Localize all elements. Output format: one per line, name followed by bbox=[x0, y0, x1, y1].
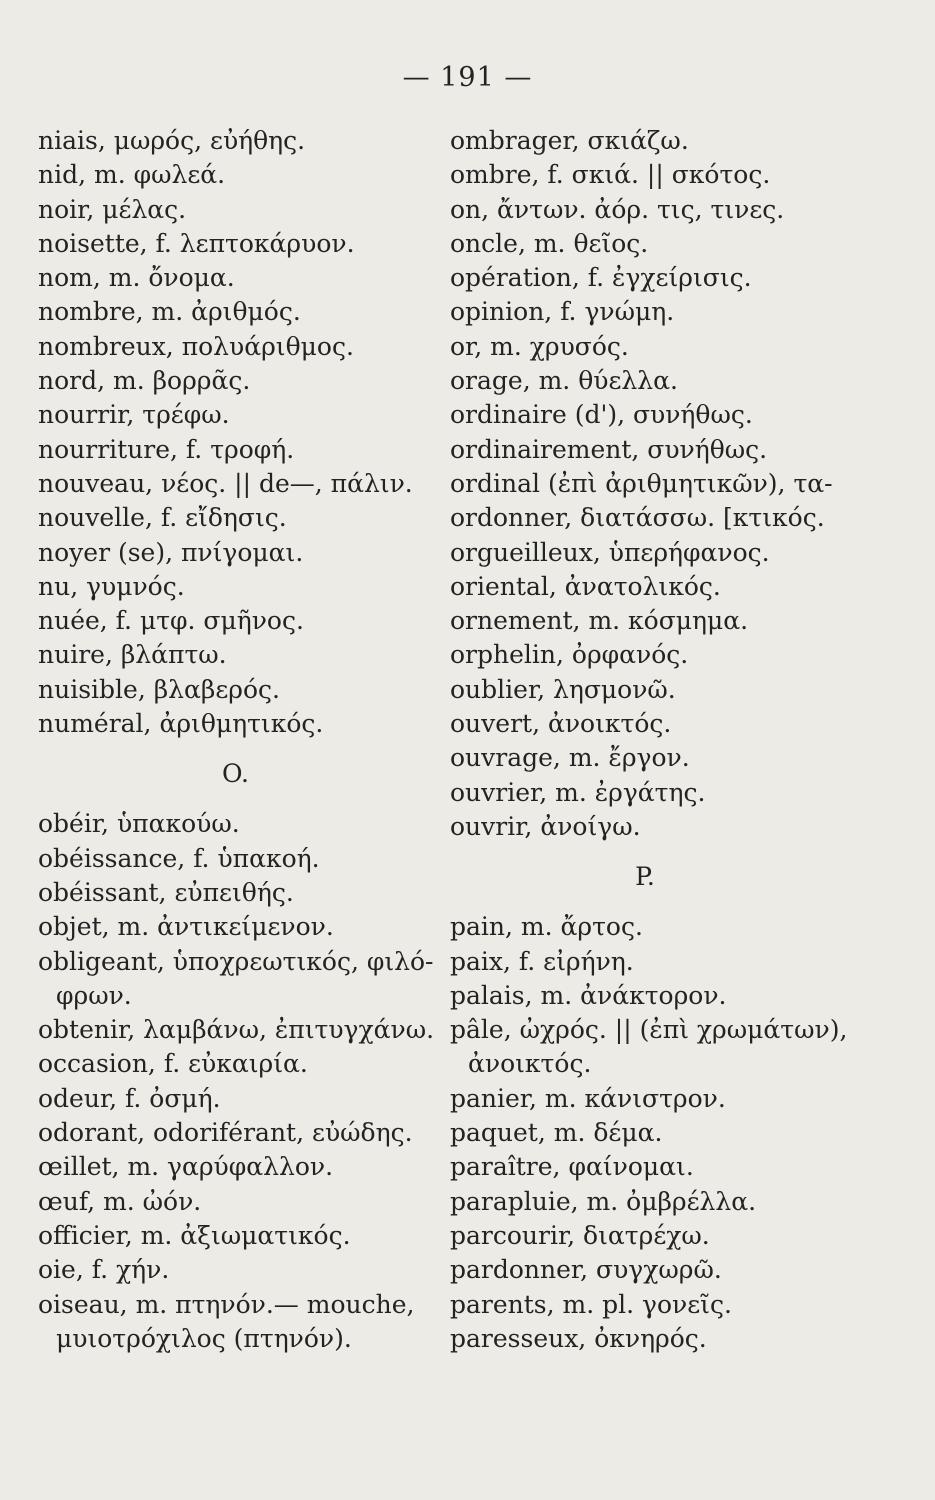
dictionary-entry: ouvrier, m. ἐργάτης. bbox=[450, 777, 706, 807]
dictionary-entry: ouvert, ἀνοικτός. bbox=[450, 709, 672, 739]
dictionary-entry: nom, m. ὄνομα. bbox=[38, 263, 235, 293]
dictionary-entry: oriental, ἀνατολικός. bbox=[450, 571, 721, 601]
section-heading: O. bbox=[222, 759, 249, 789]
dictionary-entry: odorant, odoriférant, εὐώδης. bbox=[38, 1118, 413, 1148]
page-number: — 191 — bbox=[402, 62, 533, 93]
dictionary-entry: œillet, m. γαρύφαλλον. bbox=[38, 1152, 334, 1182]
dictionary-entry: palais, m. ἀνάκτορον. bbox=[450, 980, 727, 1010]
dictionary-entry: ordinairement, συνήθως. bbox=[450, 434, 768, 464]
dictionary-entry: ordonner, διατάσσω. [κτικός. bbox=[450, 503, 825, 533]
dictionary-entry: panier, m. κάνιστρον. bbox=[450, 1083, 726, 1113]
dictionary-entry: nu, γυμνός. bbox=[38, 571, 185, 601]
dictionary-entry: nouveau, νέος. || de—, πάλιν. bbox=[38, 468, 413, 498]
dictionary-entry: ouvrir, ἀνοίγω. bbox=[450, 811, 641, 841]
dictionary-entry: or, m. χρυσός. bbox=[450, 331, 629, 361]
dictionary-entry: paraître, φαίνομαι. bbox=[450, 1152, 694, 1182]
dictionary-entry: nid, m. φωλεά. bbox=[38, 160, 226, 190]
dictionary-entry: nombre, m. ἀριθμός. bbox=[38, 297, 301, 327]
dictionary-entry: on, ἄντων. ἀόρ. τις, τινες. bbox=[450, 194, 785, 224]
dictionary-entry: parcourir, διατρέχω. bbox=[450, 1220, 710, 1250]
dictionary-entry: ombre, f. σκιά. || σκότος. bbox=[450, 160, 771, 190]
dictionary-entry: obtenir, λαμβάνω, ἐπιτυγχάνω. bbox=[38, 1015, 435, 1045]
dictionary-entry: nouvelle, f. εἴδησις. bbox=[38, 503, 287, 533]
dictionary-entry: paresseux, ὀκνηρός. bbox=[450, 1323, 707, 1353]
dictionary-entry: orage, m. θύελλα. bbox=[450, 366, 678, 396]
dictionary-entry: opinion, f. γνώμη. bbox=[450, 297, 675, 327]
entry-continuation: ἀνοικτός. bbox=[468, 1049, 592, 1079]
dictionary-entry: officier, m. ἀξιωματικός. bbox=[38, 1220, 351, 1250]
dictionary-entry: ornement, m. κόσμημα. bbox=[450, 606, 749, 636]
dictionary-entry: odeur, f. ὀσμή. bbox=[38, 1083, 221, 1113]
dictionary-entry: ombrager, σκιάζω. bbox=[450, 126, 689, 155]
dictionary-entry: obéissance, f. ὑπακοή. bbox=[38, 843, 320, 873]
dictionary-entry: nombreux, πολυάριθμος. bbox=[38, 331, 354, 361]
dictionary-entry: pain, m. ἄρτος. bbox=[450, 912, 643, 942]
dictionary-entry: oie, f. χήν. bbox=[38, 1255, 170, 1285]
entry-continuation: φρων. bbox=[56, 980, 132, 1010]
dictionary-entry: ordinal (ἐπὶ ἀριθμητικῶν), τα- bbox=[450, 468, 833, 498]
dictionary-entry: ouvrage, m. ἔργον. bbox=[450, 743, 690, 773]
left-column bbox=[38, 124, 438, 1356]
dictionary-entry: parapluie, m. ὀμβρέλλα. bbox=[450, 1186, 757, 1216]
dictionary-entry: nord, m. βορρᾶς. bbox=[38, 366, 251, 396]
dictionary-entry: ordinaire (d'), συνήθως. bbox=[450, 400, 753, 430]
dictionary-entry: niais, μωρός, εὐήθης. bbox=[38, 126, 306, 155]
dictionary-entry: nuire, βλάπτω. bbox=[38, 640, 227, 670]
dictionary-entry: oncle, m. θεῖος. bbox=[450, 228, 649, 258]
dictionary-entry: nourriture, f. τροφή. bbox=[38, 434, 295, 464]
dictionary-entry: opération, f. ἐγχείρισις. bbox=[450, 263, 752, 293]
dictionary-entry: paquet, m. δέμα. bbox=[450, 1118, 663, 1148]
dictionary-entry: occasion, f. εὐκαιρία. bbox=[38, 1049, 308, 1079]
dictionary-entry: obéir, ὑπακούω. bbox=[38, 809, 240, 839]
dictionary-entry: noyer (se), πνίγομαι. bbox=[38, 537, 304, 567]
section-heading: P. bbox=[635, 862, 655, 892]
dictionary-entry: objet, m. ἀντικείμενον. bbox=[38, 912, 334, 942]
dictionary-entry: pâle, ὠχρός. || (ἐπὶ χρωμάτων), bbox=[450, 1015, 848, 1045]
dictionary-entry: parents, m. pl. γονεῖς. bbox=[450, 1289, 732, 1319]
dictionary-entry: numéral, ἀριθμητικός. bbox=[38, 709, 324, 739]
dictionary-entry: noir, μέλας. bbox=[38, 194, 187, 224]
dictionary-entry: orphelin, ὀρφανός. bbox=[450, 640, 689, 670]
dictionary-entry: nuée, f. μτφ. σμῆνος. bbox=[38, 606, 304, 636]
dictionary-entry: obligeant, ὑποχρεωτικός, φιλό- bbox=[38, 946, 434, 976]
entry-continuation: μυιοτρόχιλος (πτηνόν). bbox=[56, 1323, 352, 1353]
dictionary-entry: oiseau, m. πτηνόν.— mouche, bbox=[38, 1289, 415, 1319]
right-column bbox=[450, 124, 890, 1356]
dictionary-entry: oublier, λησμονῶ. bbox=[450, 674, 676, 704]
dictionary-entry: paix, f. εἰρήνη. bbox=[450, 946, 634, 976]
dictionary-entry: œuf, m. ὠόν. bbox=[38, 1186, 202, 1216]
dictionary-entry: orgueilleux, ὑπερήφανος. bbox=[450, 537, 770, 567]
dictionary-entry: pardonner, συγχωρῶ. bbox=[450, 1255, 722, 1285]
dictionary-entry: obéissant, εὐπειθής. bbox=[38, 877, 294, 907]
dictionary-entry: nuisible, βλαβερός. bbox=[38, 674, 280, 704]
dictionary-entry: nourrir, τρέφω. bbox=[38, 400, 230, 430]
dictionary-entry: noisette, f. λεπτοκάρυον. bbox=[38, 228, 355, 258]
